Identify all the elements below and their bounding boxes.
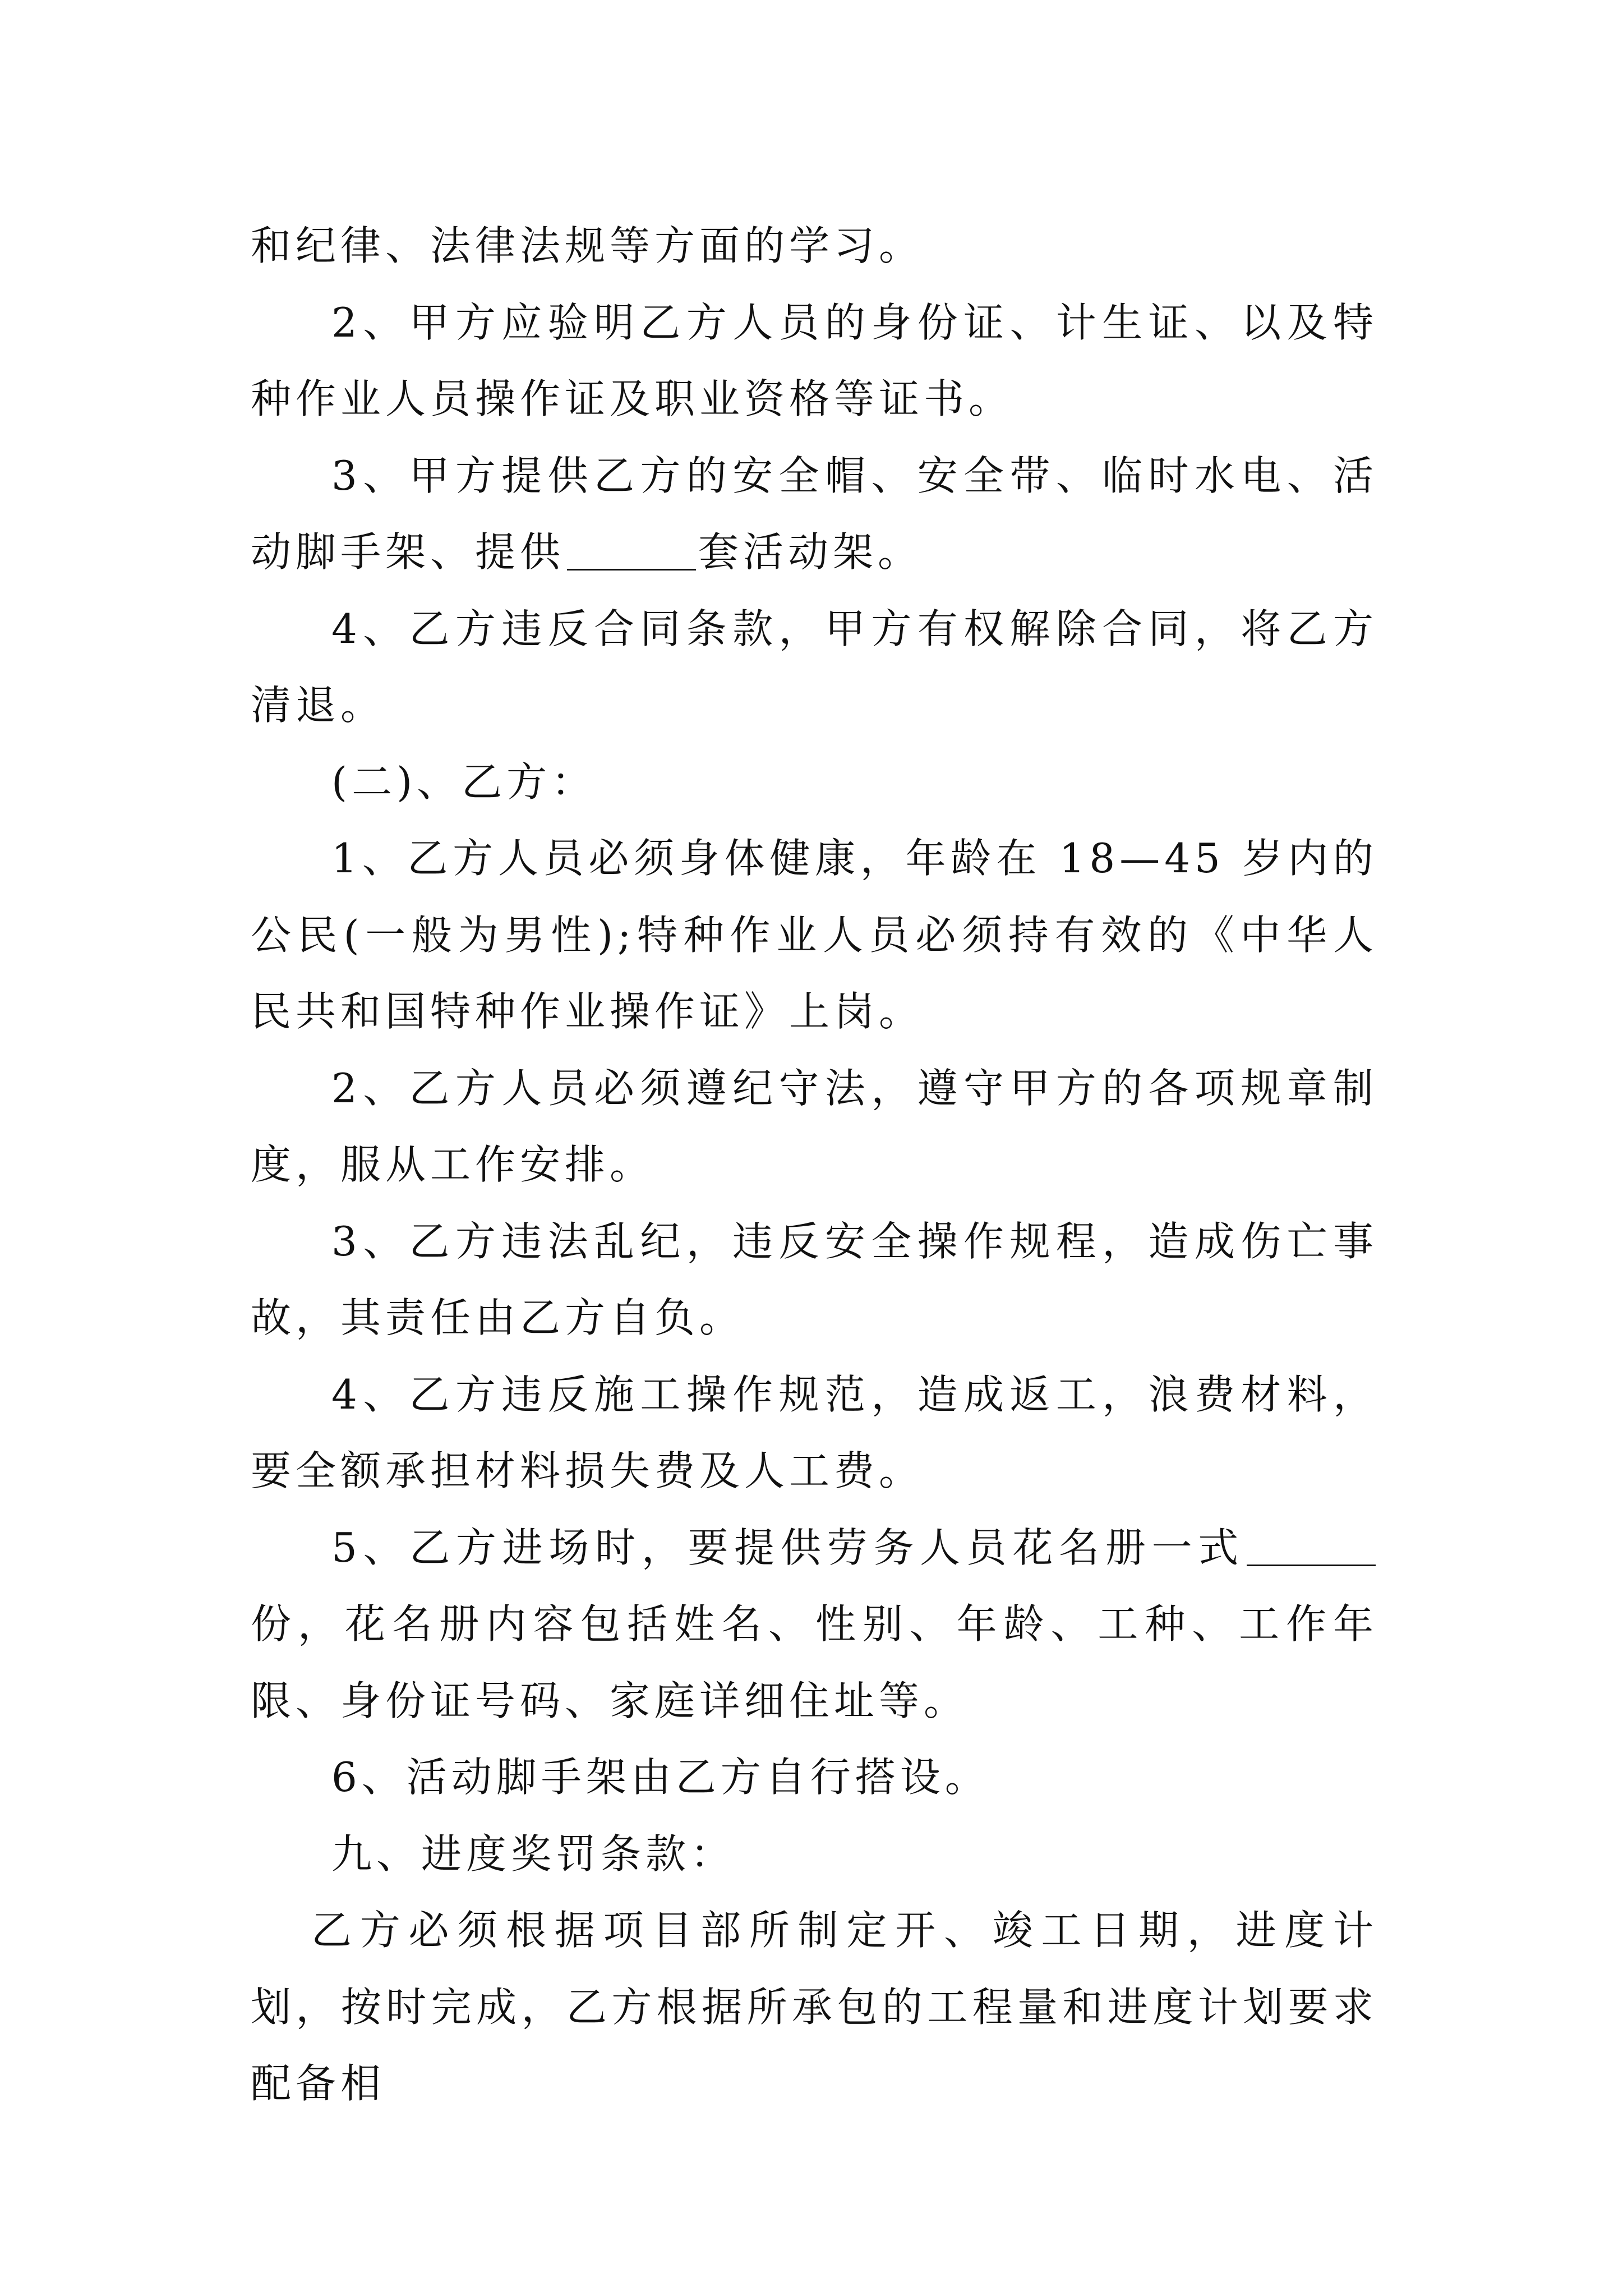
paragraph-item [251, 1356, 1378, 1510]
fill-in-blank [567, 528, 696, 570]
paragraph-text: 1、乙方人员必须身体健康，年龄在 18—45 岁内的公民(一般为男性);特种作业人员必须持有效的《中华人民共和国特种作业操作证》上岗。 [251, 835, 1378, 1035]
fill-in-blank [1247, 1524, 1376, 1566]
paragraph-continuation [251, 208, 1378, 284]
paragraph-item [251, 1203, 1378, 1356]
paragraph-text: 3、甲方提供乙方的安全帽、安全带、临时水电、活动脚手架、提供 [251, 452, 1378, 576]
paragraph-text: 5、乙方进场时，要提供劳务人员花名册一式 [331, 1524, 1244, 1571]
paragraph-text: 4、乙方违反合同条款，甲方有权解除合同，将乙方清退。 [251, 605, 1378, 729]
section-heading [251, 744, 1378, 821]
paragraph-item [251, 1739, 1378, 1816]
paragraph-item [251, 1050, 1378, 1203]
paragraph-text: 份，花名册内容包括姓名、性别、年龄、工种、工作年限、身份证号码、家庭详细住址等。 [251, 1600, 1378, 1724]
paragraph-item [251, 1892, 1378, 2122]
paragraph-item [251, 820, 1378, 1050]
paragraph-text: 2、乙方人员必须遵纪守法，遵守甲方的各项规章制度，服从工作安排。 [251, 1064, 1378, 1188]
paragraph-text: (二)、乙方： [331, 758, 597, 806]
paragraph-text: 和纪律、法律法规等方面的学习。 [251, 222, 924, 269]
paragraph-item [251, 438, 1378, 591]
paragraph-item [251, 284, 1378, 438]
paragraph-text: 九、进度奖罚条款： [331, 1830, 736, 1878]
paragraph-text: 乙方必须根据项目部所制定开、竣工日期，进度计划，按时完成，乙方根据所承包的工程量和进度计划要求配备相 [251, 1907, 1378, 2107]
paragraph-item [251, 1510, 1378, 1740]
paragraph-text: 套活动架。 [698, 528, 923, 576]
section-heading [251, 1816, 1378, 1893]
paragraph-item [251, 591, 1378, 744]
paragraph-text: 3、乙方违法乱纪，违反安全操作规程，造成伤亡事故，其责任由乙方自负。 [251, 1217, 1378, 1341]
paragraph-text: 2、甲方应验明乙方人员的身份证、计生证、以及特种作业人员操作证及职业资格等证书。 [251, 298, 1378, 422]
paragraph-text: 4、乙方违反施工操作规范，造成返工，浪费材料，要全额承担材料损失费及人工费。 [251, 1370, 1378, 1494]
paragraph-text: 6、活动脚手架由乙方自行搭设。 [331, 1754, 990, 1801]
document-body [251, 208, 1378, 2122]
